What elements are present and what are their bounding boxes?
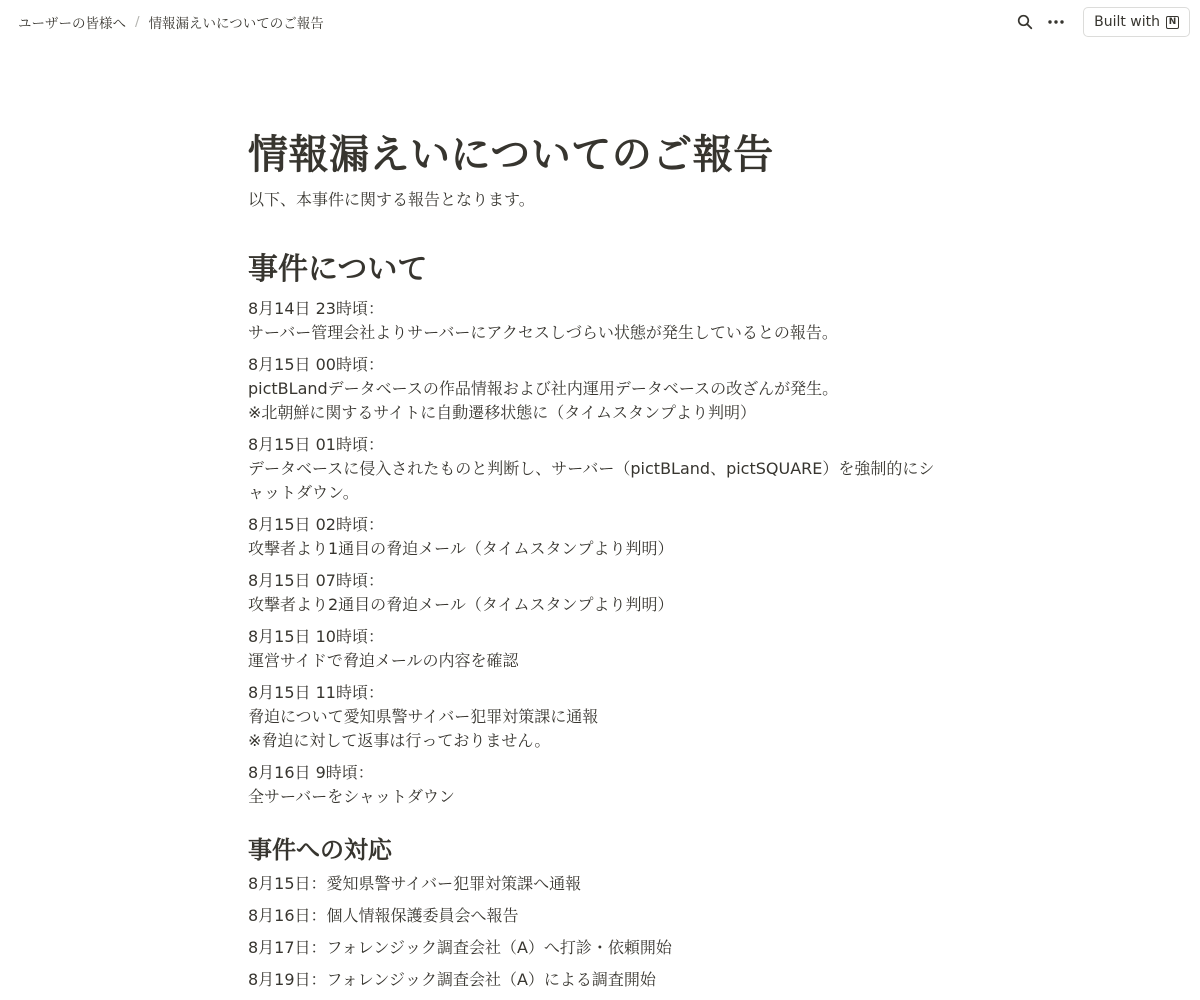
breadcrumb-current[interactable]: 情報漏えいについてのご報告 (148, 16, 324, 32)
more-button[interactable] (1042, 8, 1070, 36)
timeline-text: ※北朝鮮に関するサイトに自動遷移状態に（タイムスタンプより判明） (248, 403, 756, 422)
top-actions (1011, 7, 1190, 37)
timeline-entry (248, 681, 948, 753)
timeline-text: サーバー管理会社よりサーバーにアクセスしづらい状態が発生しているとの報告。 (248, 323, 838, 342)
breadcrumb-separator: / (135, 14, 140, 30)
search-button[interactable] (1011, 8, 1039, 36)
timeline-text: 脅迫について愛知県警サイバー犯罪対策課に通報 (248, 707, 599, 726)
incident-timeline (248, 297, 948, 809)
timeline-text: 運営サイドで脅迫メールの内容を確認 (248, 651, 519, 670)
timeline-text: ※脅迫に対して返事は行っておりません。 (248, 731, 551, 750)
top-bar (0, 0, 1200, 44)
timeline-time: 8月15日 00時頃： (248, 355, 384, 374)
timeline-time: 8月15日 07時頃： (248, 571, 384, 590)
timeline-time: 8月15日 02時頃： (248, 515, 384, 534)
section-heading-incident: 事件について (248, 252, 428, 287)
built-with-button[interactable] (1083, 7, 1190, 37)
timeline-entry (248, 433, 948, 505)
page-lead: 以下、本事件に関する報告となります。 (248, 190, 535, 209)
timeline-entry (248, 761, 948, 809)
page-content (248, 128, 948, 1000)
timeline-time: 8月15日 11時頃： (248, 683, 384, 702)
page-title: 情報漏えいについてのご報告 (248, 132, 774, 178)
timeline-entry (248, 353, 948, 425)
timeline-text: pictBLandデータベースの作品情報および社内運用データベースの改ざんが発生。 (248, 379, 839, 398)
response-item: 8月19日：フォレンジック調査会社（A）による調査開始 (248, 970, 656, 990)
timeline-text: 攻撃者より2通目の脅迫メール（タイムスタンプより判明） (248, 595, 674, 614)
timeline-entry (248, 513, 948, 561)
notion-logo-icon: N (1166, 16, 1179, 29)
section-heading-response: 事件への対応 (248, 836, 392, 864)
search-icon (1017, 14, 1033, 30)
timeline-text: 全サーバーをシャットダウン (248, 787, 455, 806)
more-icon (1047, 19, 1065, 25)
built-with-label: Built with (1094, 14, 1160, 30)
timeline-time: 8月16日 9時頃： (248, 763, 374, 782)
response-list (248, 872, 948, 992)
timeline-time: 8月15日 10時頃： (248, 627, 384, 646)
timeline-text: 攻撃者より1通目の脅迫メール（タイムスタンプより判明） (248, 539, 674, 558)
response-item: 8月16日：個人情報保護委員会へ報告 (248, 906, 519, 926)
breadcrumb-root[interactable]: ユーザーの皆様へ (18, 16, 126, 32)
timeline-entry (248, 297, 948, 345)
breadcrumb (18, 12, 1011, 32)
timeline-entry (248, 625, 948, 673)
response-item: 8月15日：愛知県警サイバー犯罪対策課へ通報 (248, 874, 582, 894)
timeline-time: 8月15日 01時頃： (248, 435, 384, 454)
timeline-entry (248, 569, 948, 617)
timeline-text: データベースに侵入されたものと判断し、サーバー（pictBLand、pictSQUARE）を強制的にシャットダウン。 (248, 459, 935, 502)
response-item: 8月17日：フォレンジック調査会社（A）へ打診・依頼開始 (248, 938, 672, 958)
timeline-time: 8月14日 23時頃： (248, 299, 384, 318)
